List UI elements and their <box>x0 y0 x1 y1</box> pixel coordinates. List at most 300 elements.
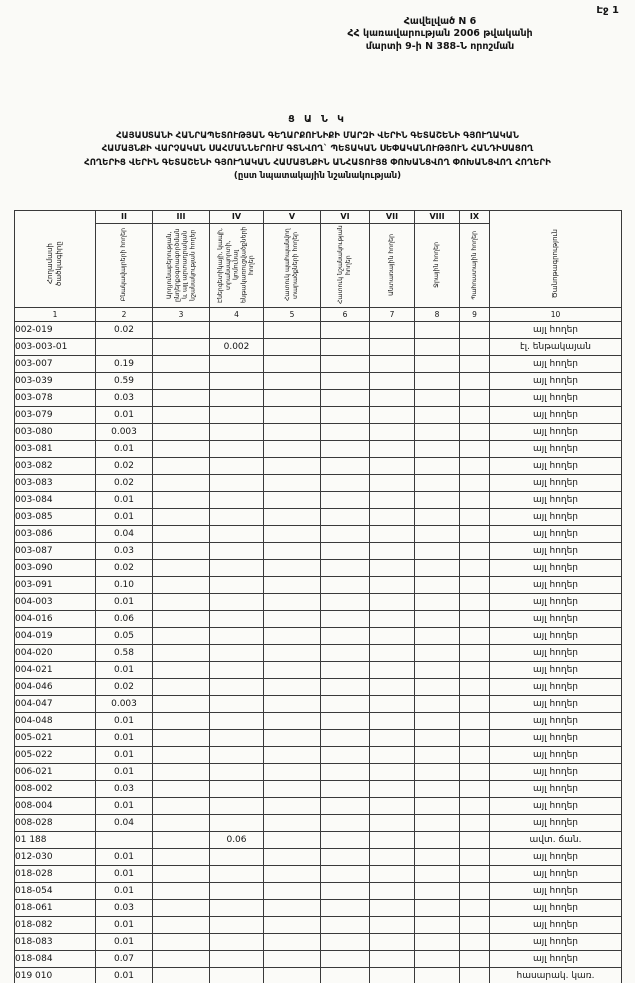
row-value <box>321 815 370 832</box>
row-value <box>370 543 415 560</box>
row-value <box>210 560 264 577</box>
row-value <box>321 322 370 339</box>
parcel-code: 018-082 <box>15 917 96 934</box>
row-value <box>264 645 321 662</box>
row-value: 0.002 <box>210 339 264 356</box>
table-row <box>15 509 622 526</box>
row-value <box>370 322 415 339</box>
row-value <box>210 900 264 917</box>
row-value <box>370 407 415 424</box>
parcel-code: 006-021 <box>15 764 96 781</box>
table-row <box>15 322 622 339</box>
row-value <box>321 611 370 628</box>
row-value <box>415 424 460 441</box>
row-value <box>264 781 321 798</box>
row-value <box>460 883 490 900</box>
table-row <box>15 492 622 509</box>
row-value <box>370 662 415 679</box>
row-value <box>370 832 415 849</box>
row-value <box>370 628 415 645</box>
row-value <box>460 424 490 441</box>
row-value <box>264 628 321 645</box>
row-value <box>153 883 210 900</box>
column-number: 1 <box>15 308 96 322</box>
table-row <box>15 798 622 815</box>
table-row <box>15 951 622 968</box>
table-row <box>15 458 622 475</box>
row-value: 0.01 <box>96 968 153 983</box>
title-line: (ըստ նպատակային նշանակության) <box>233 170 402 181</box>
row-value <box>264 509 321 526</box>
row-note: այլ հողեր <box>490 679 622 696</box>
row-value <box>370 373 415 390</box>
row-value <box>210 679 264 696</box>
row-value <box>370 577 415 594</box>
row-value <box>210 951 264 968</box>
row-note: այլ հողեր <box>490 424 622 441</box>
column-header-note <box>490 211 622 308</box>
table-row <box>15 815 622 832</box>
row-value <box>321 747 370 764</box>
row-value <box>370 815 415 832</box>
row-value <box>321 390 370 407</box>
row-value <box>460 934 490 951</box>
row-value <box>264 543 321 560</box>
row-value: 0.04 <box>96 526 153 543</box>
row-value <box>153 815 210 832</box>
row-value <box>370 713 415 730</box>
row-value <box>210 781 264 798</box>
row-value <box>460 509 490 526</box>
column-label: Ջրային հողեր <box>433 242 441 288</box>
row-value <box>210 492 264 509</box>
row-value <box>321 866 370 883</box>
row-value <box>153 577 210 594</box>
parcel-code: 018-083 <box>15 934 96 951</box>
row-value <box>321 526 370 543</box>
column-number: 3 <box>153 308 210 322</box>
row-value <box>264 832 321 849</box>
row-value <box>210 883 264 900</box>
row-value <box>460 764 490 781</box>
row-note: այլ հողեր <box>490 747 622 764</box>
table-row <box>15 713 622 730</box>
row-value <box>460 815 490 832</box>
row-value <box>210 475 264 492</box>
row-value <box>153 764 210 781</box>
row-value: 0.01 <box>96 509 153 526</box>
row-value <box>96 339 153 356</box>
table-header <box>15 211 622 322</box>
roman-numeral <box>490 211 621 223</box>
row-value: 0.01 <box>96 492 153 509</box>
row-value <box>264 713 321 730</box>
table-row <box>15 407 622 424</box>
row-value <box>153 322 210 339</box>
row-note: այլ հողեր <box>490 509 622 526</box>
row-value <box>210 543 264 560</box>
row-value <box>153 832 210 849</box>
table-row <box>15 339 622 356</box>
table-body <box>15 322 622 983</box>
row-value <box>415 339 460 356</box>
row-value <box>370 934 415 951</box>
column-label: Պահուստային հողեր <box>470 230 478 300</box>
parcel-code: 018-061 <box>15 900 96 917</box>
row-value <box>460 611 490 628</box>
row-value <box>264 594 321 611</box>
appendix-block <box>290 16 590 53</box>
row-value <box>264 849 321 866</box>
row-value <box>415 492 460 509</box>
row-value <box>153 492 210 509</box>
parcel-code: 01 188 <box>15 832 96 849</box>
row-value <box>415 917 460 934</box>
row-value <box>460 645 490 662</box>
row-value <box>460 798 490 815</box>
parcel-code: 019 010 <box>15 968 96 983</box>
row-note: այլ հողեր <box>490 475 622 492</box>
column-number: 4 <box>210 308 264 322</box>
row-value <box>460 866 490 883</box>
table-row <box>15 679 622 696</box>
row-value <box>210 730 264 747</box>
row-value <box>460 356 490 373</box>
row-value <box>153 560 210 577</box>
row-value <box>210 526 264 543</box>
row-value <box>370 849 415 866</box>
table-row <box>15 645 622 662</box>
row-value <box>460 458 490 475</box>
row-value <box>460 628 490 645</box>
row-value <box>370 475 415 492</box>
row-value <box>370 645 415 662</box>
table-row <box>15 849 622 866</box>
row-note: այլ հողեր <box>490 407 622 424</box>
row-value <box>415 628 460 645</box>
row-value <box>460 968 490 983</box>
column-header-v <box>264 211 321 308</box>
row-value <box>210 645 264 662</box>
land-parcels-table <box>14 210 622 983</box>
list-heading: Ց Ա Ն Կ <box>288 114 347 125</box>
row-value <box>321 883 370 900</box>
row-value <box>321 577 370 594</box>
row-value: 0.06 <box>96 611 153 628</box>
table-row <box>15 526 622 543</box>
row-value <box>321 951 370 968</box>
row-value <box>460 849 490 866</box>
row-value <box>264 475 321 492</box>
table-row <box>15 543 622 560</box>
row-value <box>153 424 210 441</box>
row-value <box>321 475 370 492</box>
parcel-code: 003-079 <box>15 407 96 424</box>
row-note: այլ հողեր <box>490 934 622 951</box>
row-value <box>153 526 210 543</box>
row-value <box>264 390 321 407</box>
parcel-code: 003-081 <box>15 441 96 458</box>
row-value <box>321 968 370 983</box>
row-value <box>415 577 460 594</box>
row-value <box>415 475 460 492</box>
parcel-code: 003-086 <box>15 526 96 543</box>
table-row <box>15 917 622 934</box>
table-row <box>15 611 622 628</box>
row-value <box>370 866 415 883</box>
row-note: այլ հողեր <box>490 373 622 390</box>
row-value <box>415 968 460 983</box>
row-value <box>264 577 321 594</box>
row-value <box>153 798 210 815</box>
row-value <box>264 934 321 951</box>
table-row <box>15 373 622 390</box>
row-value <box>370 679 415 696</box>
row-value <box>210 611 264 628</box>
row-value <box>415 526 460 543</box>
row-value <box>460 679 490 696</box>
appendix-line: Հավելված N 6 <box>403 16 477 27</box>
row-value <box>264 866 321 883</box>
row-value: 0.01 <box>96 866 153 883</box>
table-row <box>15 662 622 679</box>
parcel-code: 003-084 <box>15 492 96 509</box>
row-value <box>460 900 490 917</box>
row-value <box>370 696 415 713</box>
row-value <box>264 441 321 458</box>
row-value <box>321 509 370 526</box>
row-value <box>460 662 490 679</box>
row-value <box>264 492 321 509</box>
row-value <box>321 407 370 424</box>
row-value <box>264 696 321 713</box>
row-value <box>210 917 264 934</box>
row-note: այլ հողեր <box>490 390 622 407</box>
row-value <box>153 594 210 611</box>
row-value <box>460 543 490 560</box>
row-value <box>321 764 370 781</box>
table-row <box>15 424 622 441</box>
parcel-code: 005-022 <box>15 747 96 764</box>
parcel-code: 004-048 <box>15 713 96 730</box>
row-value <box>210 424 264 441</box>
row-value <box>264 798 321 815</box>
table-row <box>15 475 622 492</box>
column-number: 6 <box>321 308 370 322</box>
row-value <box>321 713 370 730</box>
row-value <box>370 611 415 628</box>
row-value <box>153 611 210 628</box>
row-value <box>153 713 210 730</box>
row-value <box>321 730 370 747</box>
row-note: այլ հողեր <box>490 662 622 679</box>
row-value <box>321 339 370 356</box>
row-value <box>415 832 460 849</box>
row-value <box>321 560 370 577</box>
table-row <box>15 390 622 407</box>
column-header-viii <box>415 211 460 308</box>
row-value <box>210 798 264 815</box>
column-header-vii <box>370 211 415 308</box>
column-header-ii <box>96 211 153 308</box>
row-value: 0.003 <box>96 424 153 441</box>
column-header-iii <box>153 211 210 308</box>
row-value: 0.03 <box>96 390 153 407</box>
row-value <box>321 679 370 696</box>
row-value <box>153 917 210 934</box>
row-value <box>370 509 415 526</box>
row-value <box>210 815 264 832</box>
row-note: այլ հողեր <box>490 441 622 458</box>
table-row <box>15 577 622 594</box>
parcel-code: 003-087 <box>15 543 96 560</box>
row-value <box>370 883 415 900</box>
row-note: էլ. ենթակայան <box>490 339 622 356</box>
row-value <box>415 645 460 662</box>
row-note: այլ հողեր <box>490 764 622 781</box>
row-value <box>370 951 415 968</box>
row-value <box>321 458 370 475</box>
row-note: այլ հողեր <box>490 356 622 373</box>
row-value <box>264 917 321 934</box>
parcel-code: 003-082 <box>15 458 96 475</box>
row-value <box>460 747 490 764</box>
row-value: 0.02 <box>96 322 153 339</box>
row-value <box>210 628 264 645</box>
row-value <box>415 747 460 764</box>
parcel-code: 004-003 <box>15 594 96 611</box>
roman-numeral: III <box>153 211 209 224</box>
row-value <box>210 849 264 866</box>
table-row <box>15 832 622 849</box>
row-value <box>321 424 370 441</box>
title-line: ՀԱՅԱՍՏԱՆԻ ՀԱՆՐԱՊԵՏՈՒԹՅԱՆ ԳԵՂԱՐՔՈՒՆԻՔԻ ՄԱՐԶԻ ՎԵՐԻՆ ԳԵՏԱՇԵՆԻ ԳՅՈՒՂԱԿԱՆ <box>116 131 519 141</box>
row-value: 0.01 <box>96 883 153 900</box>
row-value <box>415 611 460 628</box>
row-note: հասարակ. կառ. <box>490 968 622 983</box>
row-note: այլ հողեր <box>490 577 622 594</box>
row-note: այլ հողեր <box>490 322 622 339</box>
row-value: 0.19 <box>96 356 153 373</box>
row-value <box>321 934 370 951</box>
row-value <box>370 424 415 441</box>
table-row <box>15 968 622 983</box>
row-value <box>96 832 153 849</box>
row-note: այլ հողեր <box>490 526 622 543</box>
table-row <box>15 730 622 747</box>
column-label: Բնակավայրերի հողեր <box>120 228 128 302</box>
table-row <box>15 781 622 798</box>
parcel-code: 003-085 <box>15 509 96 526</box>
row-value <box>153 781 210 798</box>
title-line: ՀԱՄԱՅՆՔԻ ՎԱՐՉԱԿԱՆ ՍԱՀՄԱՆՆԵՐՈՒՄ ԳՏՆՎՈՂ` ՊԵՏԱԿԱՆ ՍԵՓԱԿԱՆՈՒԹՅՈՒՆ ՀԱՆԴԻՍԱՑՈՂ <box>101 144 534 155</box>
row-value <box>415 356 460 373</box>
parcel-code: 004-020 <box>15 645 96 662</box>
row-value <box>370 492 415 509</box>
row-value <box>370 526 415 543</box>
table-row <box>15 560 622 577</box>
row-value: 0.003 <box>96 696 153 713</box>
row-value <box>415 934 460 951</box>
table-row <box>15 900 622 917</box>
row-value <box>415 798 460 815</box>
roman-numeral: VIII <box>415 211 459 224</box>
row-value <box>321 849 370 866</box>
row-value <box>153 866 210 883</box>
row-value <box>370 900 415 917</box>
row-value <box>460 390 490 407</box>
row-value <box>460 832 490 849</box>
row-note: այլ հողեր <box>490 883 622 900</box>
row-value <box>415 458 460 475</box>
row-value <box>415 764 460 781</box>
row-value <box>264 951 321 968</box>
row-note: այլ հողեր <box>490 628 622 645</box>
row-value <box>264 356 321 373</box>
row-value <box>460 407 490 424</box>
row-note: այլ հողեր <box>490 458 622 475</box>
table-row <box>15 696 622 713</box>
column-number-row <box>15 308 622 322</box>
row-note: այլ հողեր <box>490 798 622 815</box>
table-row <box>15 934 622 951</box>
row-value <box>153 968 210 983</box>
row-note: այլ հողեր <box>490 594 622 611</box>
row-value <box>415 662 460 679</box>
parcel-code: 004-021 <box>15 662 96 679</box>
parcel-code: 008-028 <box>15 815 96 832</box>
row-value <box>153 356 210 373</box>
row-value: 0.01 <box>96 934 153 951</box>
appendix-line: ՀՀ կառավարության 2006 թվականի <box>347 28 533 40</box>
row-value: 0.02 <box>96 679 153 696</box>
row-value <box>210 594 264 611</box>
row-value <box>321 781 370 798</box>
table-row <box>15 441 622 458</box>
row-value <box>321 543 370 560</box>
row-value <box>264 424 321 441</box>
row-value: 0.03 <box>96 543 153 560</box>
row-value: 0.01 <box>96 917 153 934</box>
row-value <box>264 679 321 696</box>
row-value <box>460 730 490 747</box>
table-row <box>15 747 622 764</box>
row-value <box>264 662 321 679</box>
row-value <box>370 781 415 798</box>
row-value <box>321 373 370 390</box>
row-value <box>415 883 460 900</box>
row-note: այլ հողեր <box>490 645 622 662</box>
row-value <box>153 849 210 866</box>
row-value <box>415 322 460 339</box>
row-value: 0.01 <box>96 594 153 611</box>
column-header-ix <box>460 211 490 308</box>
row-value <box>153 407 210 424</box>
row-value <box>321 917 370 934</box>
row-value <box>153 645 210 662</box>
row-value <box>153 679 210 696</box>
parcel-code: 018-054 <box>15 883 96 900</box>
row-note: այլ հողեր <box>490 781 622 798</box>
row-value <box>210 866 264 883</box>
column-header-code <box>15 211 96 308</box>
row-value <box>153 747 210 764</box>
parcel-code: 012-030 <box>15 849 96 866</box>
parcel-code: 003-007 <box>15 356 96 373</box>
row-note: այլ հողեր <box>490 900 622 917</box>
column-label: Հատուկ նշանակության հողեր <box>337 225 352 305</box>
row-value <box>210 458 264 475</box>
